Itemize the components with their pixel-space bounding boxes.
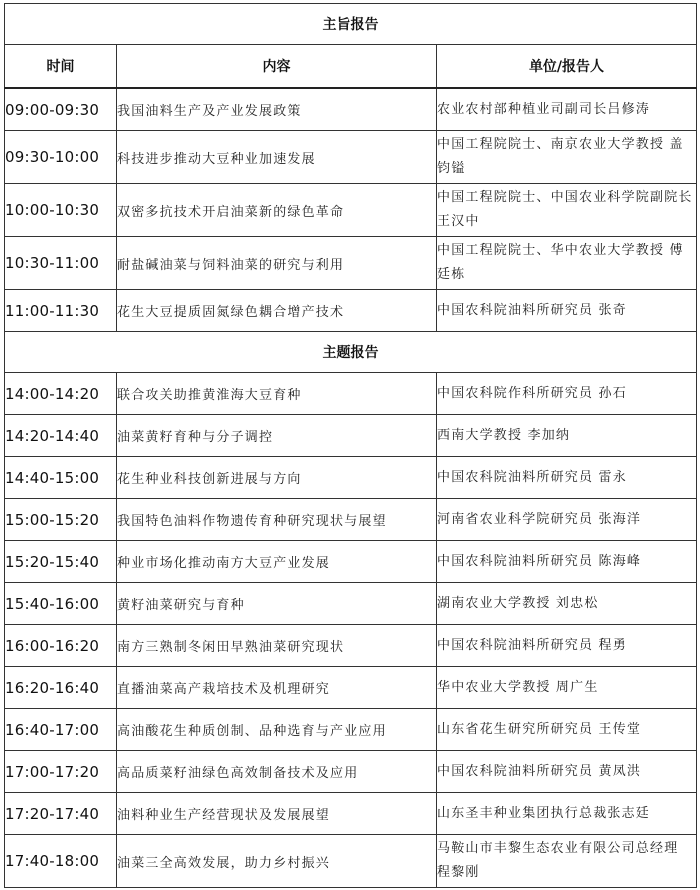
topic-cell: 油菜黄籽育种与分子调控 xyxy=(117,415,437,457)
time-cell: 09:00-09:30 xyxy=(5,88,117,131)
table-row xyxy=(5,457,697,499)
topic-cell: 高品质菜籽油绿色高效制备技术及应用 xyxy=(117,751,437,793)
time-cell: 10:30-11:00 xyxy=(5,237,117,290)
table-row xyxy=(5,237,697,290)
speaker-cell: 中国工程院院士、华中农业大学教授 傅廷栋 xyxy=(437,237,697,290)
time-cell: 15:00-15:20 xyxy=(5,499,117,541)
topic-cell: 花生种业科技创新进展与方向 xyxy=(117,457,437,499)
speaker-cell: 山东圣丰种业集团执行总裁张志廷 xyxy=(437,793,697,835)
speaker-cell: 中国农科院油料所研究员 雷永 xyxy=(437,457,697,499)
speaker-cell: 西南大学教授 李加纳 xyxy=(437,415,697,457)
topic-cell: 花生大豆提质固氮绿色耦合增产技术 xyxy=(117,290,437,332)
topic-cell: 种业市场化推动南方大豆产业发展 xyxy=(117,541,437,583)
topic-cell: 高油酸花生种质创制、品种选育与产业应用 xyxy=(117,709,437,751)
speaker-cell: 山东省花生研究所研究员 王传堂 xyxy=(437,709,697,751)
speaker-cell: 中国农科院油料所研究员 陈海峰 xyxy=(437,541,697,583)
speaker-cell: 中国农科院油料所研究员 程勇 xyxy=(437,625,697,667)
speaker-cell: 中国农科院作科所研究员 孙石 xyxy=(437,373,697,415)
table-row xyxy=(5,184,697,237)
section-theme-row xyxy=(5,332,697,373)
speaker-cell: 中国农科院油料所研究员 张奇 xyxy=(437,290,697,332)
section-keynote-row xyxy=(5,4,697,45)
table-row xyxy=(5,415,697,457)
section-title: 主旨报告 xyxy=(5,4,697,45)
time-cell: 14:20-14:40 xyxy=(5,415,117,457)
table-row xyxy=(5,835,697,888)
topic-cell: 油料种业生产经营现状及发展展望 xyxy=(117,793,437,835)
topic-cell: 黄籽油菜研究与育种 xyxy=(117,583,437,625)
table-row xyxy=(5,290,697,332)
table-row xyxy=(5,373,697,415)
table-row xyxy=(5,583,697,625)
topic-cell: 我国油料生产及产业发展政策 xyxy=(117,88,437,131)
topic-cell: 科技进步推动大豆种业加速发展 xyxy=(117,131,437,184)
time-cell: 09:30-10:00 xyxy=(5,131,117,184)
header-row xyxy=(5,45,697,89)
speaker-cell: 马鞍山市丰黎生态农业有限公司总经理 程黎刚 xyxy=(437,835,697,888)
time-cell: 17:40-18:00 xyxy=(5,835,117,888)
time-cell: 15:20-15:40 xyxy=(5,541,117,583)
speaker-cell: 中国农科院油料所研究员 黄凤洪 xyxy=(437,751,697,793)
table-row xyxy=(5,88,697,131)
time-cell: 17:00-17:20 xyxy=(5,751,117,793)
table-row xyxy=(5,541,697,583)
topic-cell: 我国特色油料作物遗传育种研究现状与展望 xyxy=(117,499,437,541)
time-cell: 16:40-17:00 xyxy=(5,709,117,751)
agenda-table xyxy=(4,3,697,888)
time-cell: 17:20-17:40 xyxy=(5,793,117,835)
table-row xyxy=(5,751,697,793)
section-title: 主题报告 xyxy=(5,332,697,373)
topic-cell: 油菜三全高效发展，助力乡村振兴 xyxy=(117,835,437,888)
speaker-cell: 湖南农业大学教授 刘忠松 xyxy=(437,583,697,625)
table-row xyxy=(5,499,697,541)
time-cell: 16:20-16:40 xyxy=(5,667,117,709)
time-cell: 16:00-16:20 xyxy=(5,625,117,667)
topic-cell: 直播油菜高产栽培技术及机理研究 xyxy=(117,667,437,709)
topic-cell: 耐盐碱油菜与饲料油菜的研究与利用 xyxy=(117,237,437,290)
table-row xyxy=(5,667,697,709)
header-time: 时间 xyxy=(5,45,117,89)
topic-cell: 联合攻关助推黄淮海大豆育种 xyxy=(117,373,437,415)
speaker-cell: 农业农村部种植业司副司长吕修涛 xyxy=(437,88,697,131)
speaker-cell: 河南省农业科学院研究员 张海洋 xyxy=(437,499,697,541)
speaker-cell: 中国工程院院士、中国农业科学院副院长 王汉中 xyxy=(437,184,697,237)
time-cell: 14:40-15:00 xyxy=(5,457,117,499)
time-cell: 11:00-11:30 xyxy=(5,290,117,332)
table-row xyxy=(5,131,697,184)
time-cell: 10:00-10:30 xyxy=(5,184,117,237)
topic-cell: 南方三熟制冬闲田早熟油菜研究现状 xyxy=(117,625,437,667)
table-row xyxy=(5,625,697,667)
speaker-cell: 华中农业大学教授 周广生 xyxy=(437,667,697,709)
speaker-cell: 中国工程院院士、南京农业大学教授 盖钧镒 xyxy=(437,131,697,184)
table-row xyxy=(5,793,697,835)
table-row xyxy=(5,709,697,751)
time-cell: 15:40-16:00 xyxy=(5,583,117,625)
header-content: 内容 xyxy=(117,45,437,89)
time-cell: 14:00-14:20 xyxy=(5,373,117,415)
topic-cell: 双密多抗技术开启油菜新的绿色革命 xyxy=(117,184,437,237)
header-speaker: 单位/报告人 xyxy=(437,45,697,89)
